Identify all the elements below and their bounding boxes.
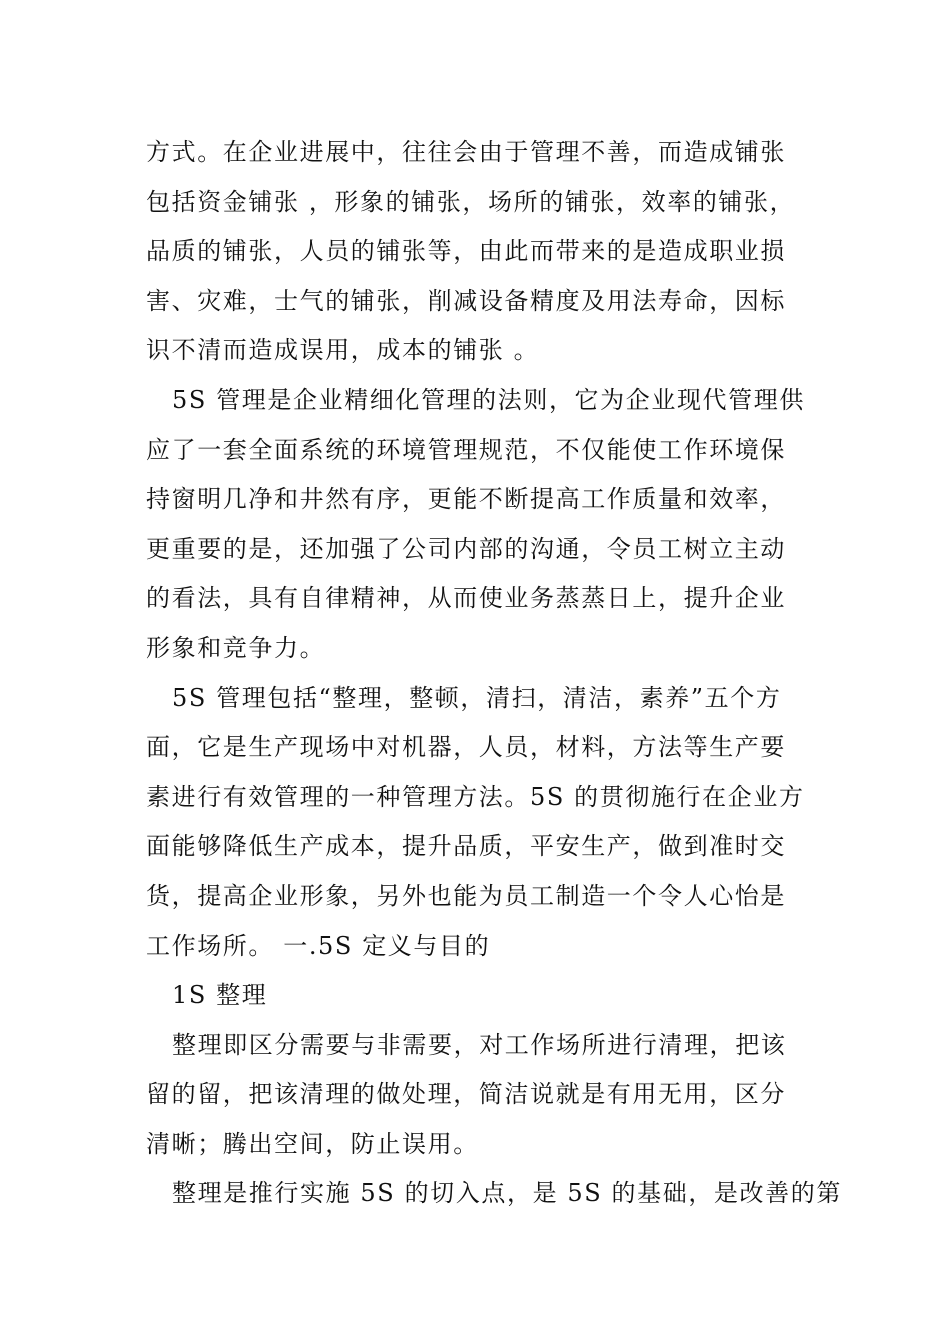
text-line: 面能够降低生产成本，提升品质，平安生产，做到准时交 xyxy=(146,832,786,861)
section-heading-1s xyxy=(146,971,811,1021)
paragraph-5s-benefits xyxy=(146,376,811,674)
text-line: 形象和竞争力。 xyxy=(146,633,326,662)
document-page xyxy=(146,128,842,1219)
text-line: 整理即区分需要与非需要，对工作场所进行清理，把该 xyxy=(172,1030,787,1059)
paragraph-5s-contents xyxy=(146,674,811,972)
heading-line: 1S 整理 xyxy=(172,981,268,1010)
text-line: 5S 管理包括“整理，整顿，清扫，清洁，素养”五个方 xyxy=(172,683,782,712)
text-line: 面，它是生产现场中对机器，人员，材料，方法等生产要 xyxy=(146,733,786,762)
text-line: 方式。在企业进展中，往往会由于管理不善，而造成铺张 xyxy=(146,138,786,166)
paragraph-1s-definition xyxy=(146,1021,811,1170)
text-line: 害、灾难，士气的铺张，削减设备精度及用法寿命，因标 xyxy=(146,286,786,315)
text-line: 品质的铺张，人员的铺张等，由此而带来的是造成职业损 xyxy=(146,237,786,266)
text-line: 清晰；腾出空间，防止误用。 xyxy=(146,1129,479,1158)
text-line: 货，提高企业形象，另外也能为员工制造一个令人心怡是 xyxy=(146,881,786,910)
text-line: 留的留，把该清理的做处理，简洁说就是有用无用，区分 xyxy=(146,1080,786,1109)
text-line: 的看法，具有自律精神，从而使业务蒸蒸日上，提升企业 xyxy=(146,584,786,613)
text-line: 整理是推行实施 5S 的切入点，是 5S 的基础，是改善的第 xyxy=(172,1179,842,1208)
text-line: 更重要的是，还加强了公司内部的沟通，令员工树立主动 xyxy=(146,534,786,563)
paragraph-1s-importance xyxy=(146,1169,842,1219)
text-line: 识不清而造成误用，成本的铺张 。 xyxy=(146,336,540,365)
paragraph-waste xyxy=(146,128,811,376)
text-line: 包括资金铺张 ，形象的铺张，场所的铺张，效率的铺张， xyxy=(146,187,796,216)
text-line: 工作场所。 一.5S 定义与目的 xyxy=(146,931,491,960)
text-line: 素进行有效管理的一种管理方法。5S 的贯彻施行在企业方 xyxy=(146,782,805,811)
text-line: 持窗明几净和井然有序，更能不断提高工作质量和效率， xyxy=(146,485,786,514)
text-line: 5S 管理是企业精细化管理的法则，它为企业现代管理供 xyxy=(172,385,805,414)
text-line: 应了一套全面系统的环境管理规范，不仅能使工作环境保 xyxy=(146,435,786,464)
